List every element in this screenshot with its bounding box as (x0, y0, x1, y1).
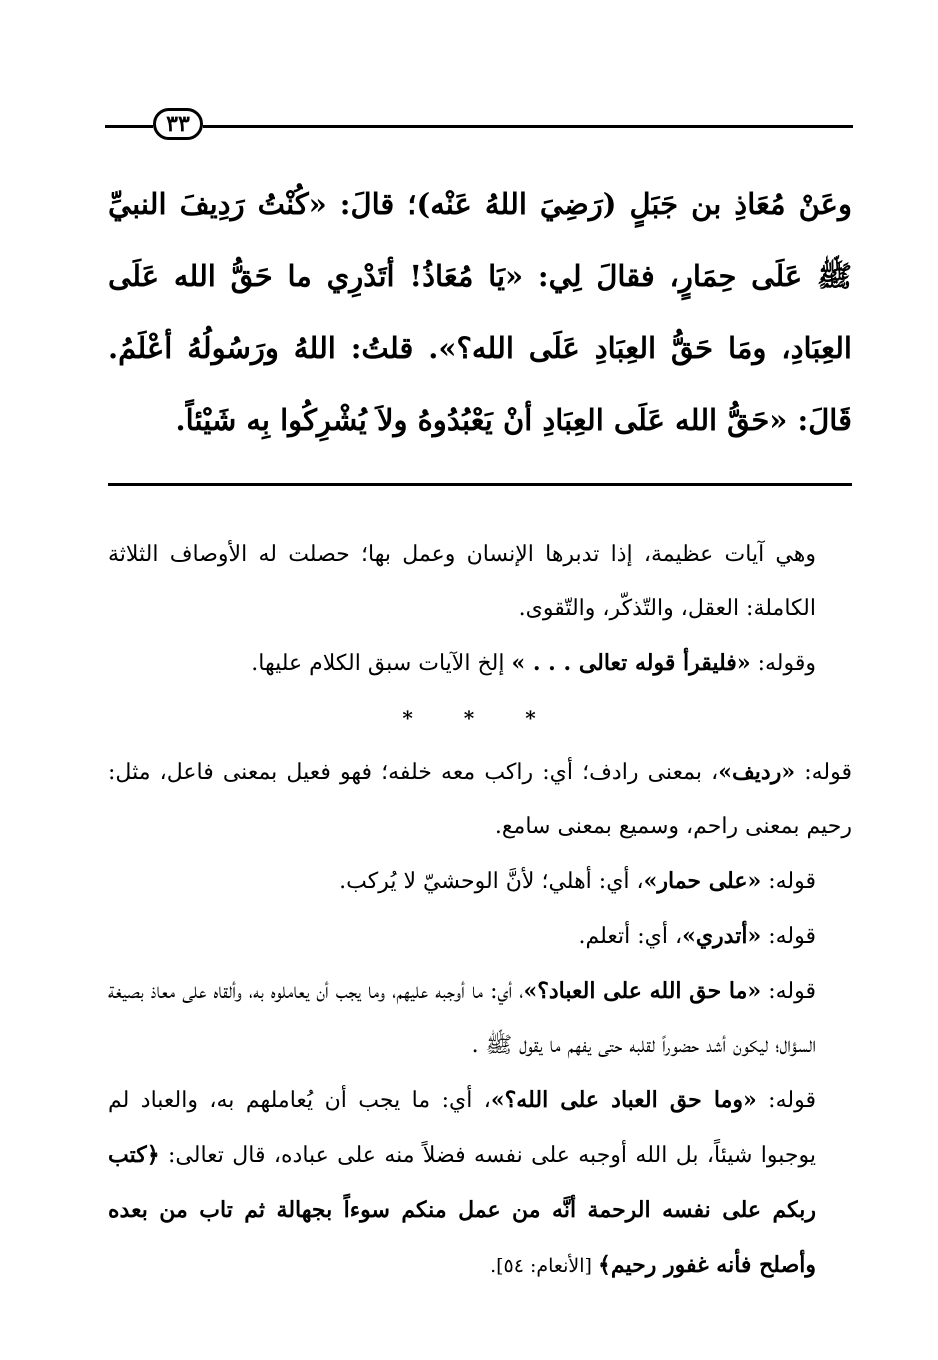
paragraph-text: ، أي: ما أوجبه عليهم، وما يجب أن يعاملوه به، وألقاه على معاذ بصيغة السؤال؛ ليكون أشد حضوراً لقلبه حتى يفهم ما يقول ﷺ . (108, 979, 816, 1058)
commentary-paragraph (108, 745, 852, 854)
paragraph-text: ، أي: أتعلم. (578, 924, 683, 949)
commentary-paragraph (108, 636, 852, 691)
hadith-text-block (108, 168, 852, 456)
quoted-phrase: «أتدري» (682, 923, 762, 949)
paragraph-text: إلخ الآيات سبق الكلام عليها. (251, 651, 512, 676)
quran-verse: ﴿كتب ربكم على نفسه الرحمة أنَّه من عمل منكم سوءاً بجهالة ثم تاب من بعده وأصلح فأنه غفور رحيم﴾ (108, 1142, 816, 1278)
quoted-phrase: «فليقرأ قوله تعالى . . . » (511, 650, 751, 676)
paragraph-prefix: وقوله: (750, 651, 816, 676)
paragraph-prefix: قوله: (756, 1088, 816, 1113)
paragraph-text: ، أي: أهلي؛ لأنَّ الوحشيّ لا يُركب. (339, 869, 644, 894)
commentary-block (108, 528, 852, 1293)
paragraph-prefix: قوله: (761, 924, 816, 949)
header-rule-left (105, 125, 153, 128)
commentary-paragraph (108, 528, 852, 636)
quoted-phrase: «وما حق العباد على الله؟» (490, 1087, 757, 1113)
page-header (105, 106, 853, 146)
paragraph-text: وهي آيات عظيمة، إذا تدبرها الإنسان وعمل بها؛ حصلت له الأوصاف الثلاثة الكاملة: العقل، والتّذكّر، والتّقوى. (108, 542, 816, 621)
separator-rule (108, 483, 852, 486)
commentary-paragraph (108, 964, 852, 1073)
paragraph-prefix: قوله: (761, 979, 816, 1004)
paragraph-text: ، بمعنى رادف؛ أي: راكب معه خلفه؛ فهو فعيل بمعنى فاعل، مثل: رحيم بمعنى راحم، وسميع بمعنى سامع. (108, 760, 852, 839)
commentary-paragraph (108, 1073, 852, 1293)
header-rule-right (203, 125, 853, 128)
commentary-paragraph (108, 854, 852, 909)
paragraph-prefix: قوله: (795, 760, 852, 785)
hadith-text: وعَنْ مُعَاذِ بن جَبَلٍ (رَضِيَ اللهُ عَنْه)؛ قالَ: «كُنْتُ رَدِيفَ النبيِّ ﷺ عَلَى حِمَارٍ، فقالَ لِي: «يَا مُعَاذُ! أتَدْرِي ما حَقُّ الله عَلَى العِبَادِ، ومَا حَقُّ العِبَادِ عَلَى الله؟». قلتُ: اللهُ ورَسُولُهُ أعْلَمُ. قَالَ: «حَقُّ الله عَلَى العِبَادِ أنْ يَعْبُدُوهُ ولاَ يُشْرِكُوا بِه شَيْئاً. (108, 187, 852, 437)
quoted-phrase: «رديف» (718, 759, 796, 785)
paragraph-prefix: قوله: (761, 869, 816, 894)
section-stars: * * * (402, 706, 558, 730)
quoted-phrase: «ما حق الله على العباد؟» (523, 978, 762, 1004)
commentary-paragraph (108, 909, 852, 964)
page-number: ٣٣ (153, 108, 203, 140)
verse-reference: [الأنعام: ٥٤]. (490, 1255, 598, 1277)
quoted-phrase: «على حمار» (643, 868, 762, 894)
paragraph-text: ، أي: ما يجب أن يُعاملهم به، والعباد لم يوجبوا شيئاً، بل الله أوجبه على نفسه فضلاً منه على عباده، قال تعالى: (108, 1088, 816, 1168)
